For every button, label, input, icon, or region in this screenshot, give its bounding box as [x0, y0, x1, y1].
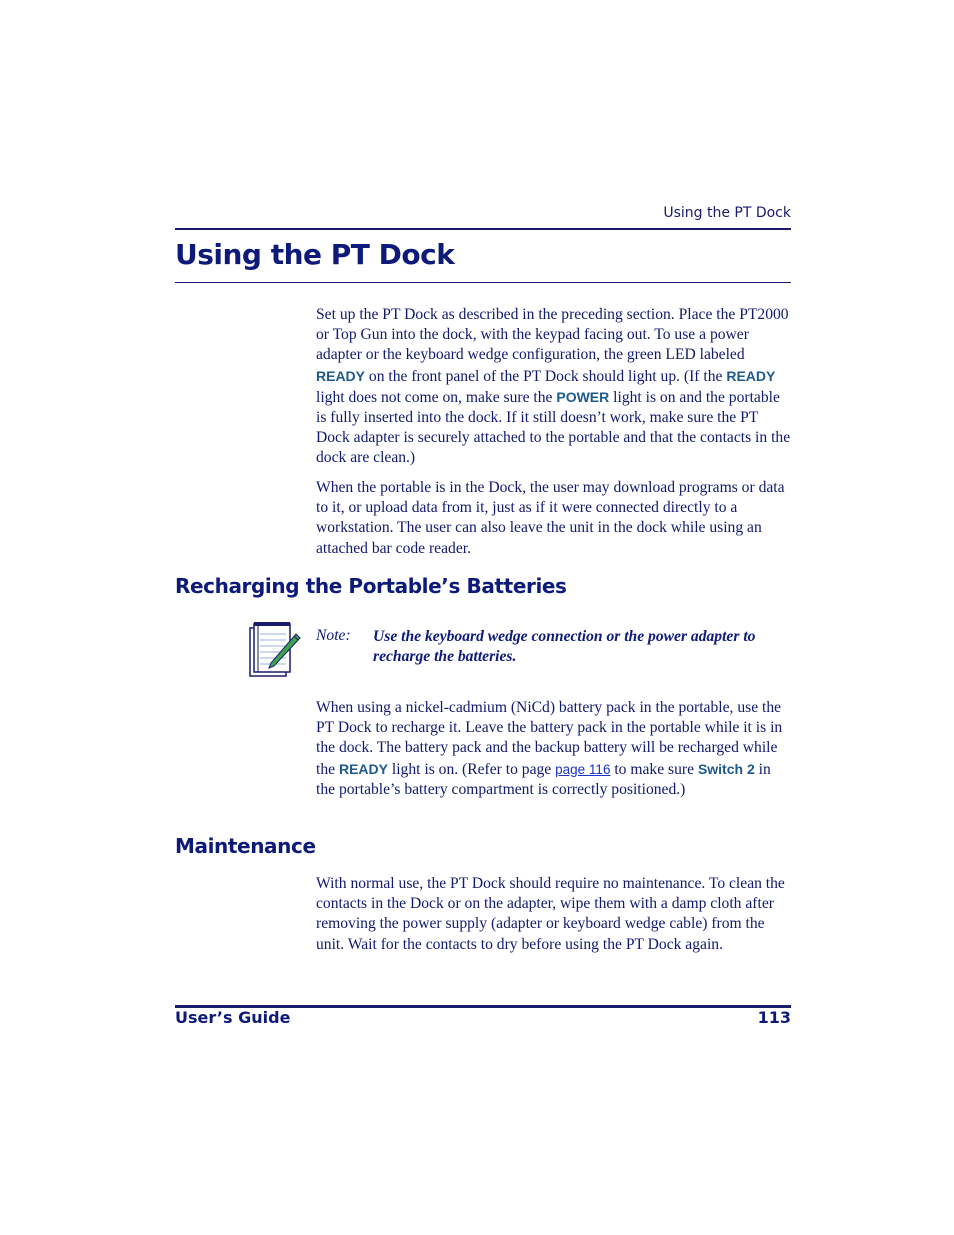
- header-rule: [175, 228, 791, 230]
- page-116-link[interactable]: page 116: [555, 761, 611, 777]
- ready-term: READY: [338, 760, 388, 777]
- recharging-heading: Recharging the Portable’s Batteries: [175, 574, 567, 598]
- footer-guide-label: User’s Guide: [175, 1008, 291, 1027]
- intro-paragraph-2: When the portable is in the Dock, the user may download programs or data to it, or upload data from it, just as if it were connected directly to a workstation. The user can also leave the unit in the dock while using an attached bar code reader.: [316, 479, 785, 557]
- title-rule: [175, 282, 791, 283]
- note-label: Note:: [316, 627, 351, 644]
- page-number: 113: [757, 1008, 791, 1027]
- running-header: Using the PT Dock: [663, 205, 791, 221]
- maintenance-heading: Maintenance: [175, 834, 316, 858]
- switch-2-term: Switch 2: [697, 760, 755, 777]
- page-title: Using the PT Dock: [175, 238, 455, 271]
- intro-paragraph-1: Set up the PT Dock as described in the preceding section. Place the PT2000 or Top Gun into the dock, with the keypad facing out. To use a power adapter or the keyboard wedge configuration, the green LED labeled READY on the front panel of the PT Dock should light up. (If the READY light does not come on, make sure the POWER light is on and the portable is fully inserted into the dock. If it still doesn’t work, make sure the PT Dock adapter is securely attached to the portable and that the contacts in the dock are clean.): [316, 306, 791, 467]
- ready-term: READY: [316, 367, 366, 384]
- ready-term: READY: [726, 367, 776, 384]
- maintenance-paragraph: With normal use, the PT Dock should require no maintenance. To clean the contacts in the Dock or on the adapter, wipe them with a damp cloth after removing the power supply (adapter or keyboard wedge cable) from the unit. Wait for the contacts to dry before using the PT Dock again.: [316, 875, 785, 953]
- power-term: POWER: [556, 388, 610, 405]
- recharging-paragraph: When using a nickel-cadmium (NiCd) battery pack in the portable, use the PT Dock to recharge it. Leave the battery pack in the portable while it is in the dock. The battery pack and the backup battery will be recharged while the READY light is on. (Refer to page page 116 to make sure Switch 2 in the portable’s battery compartment is correctly positioned.): [316, 699, 783, 798]
- note-text: Use the keyboard wedge connection or the power adapter to recharge the batteries.: [373, 628, 756, 665]
- note-pad-pencil-icon: [246, 620, 302, 680]
